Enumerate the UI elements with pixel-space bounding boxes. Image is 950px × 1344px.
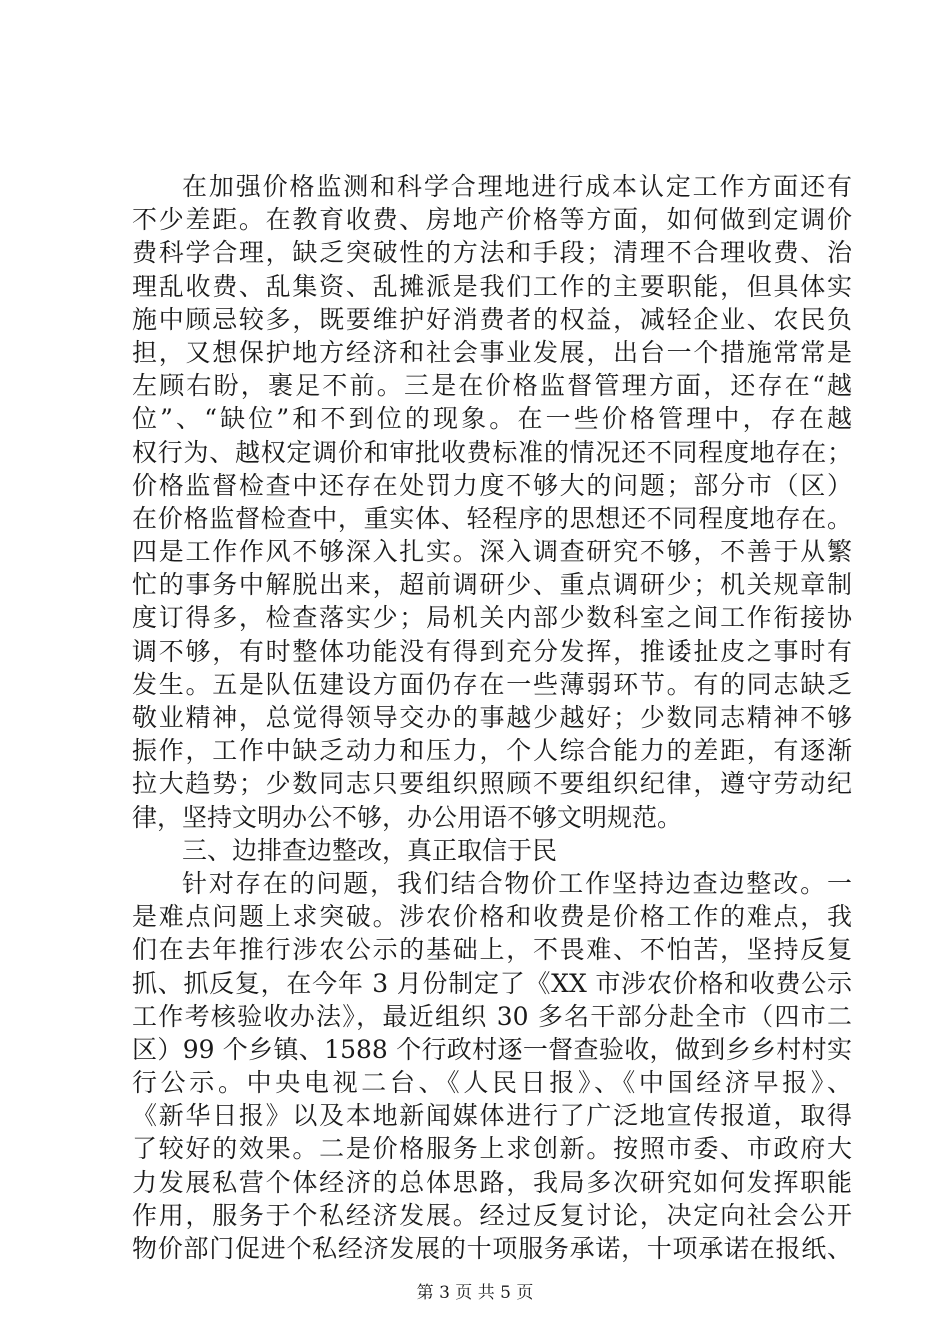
paragraph-line: 是难点问题上求突破。涉农价格和收费是价格工作的难点，我 (132, 902, 852, 932)
paragraph-line: 抓、抓反复，在今年 3 月份制定了《XX 市涉农价格和收费公示 (132, 968, 852, 998)
paragraph-line: 费科学合理，缺乏突破性的方法和手段；清理不合理收费、治 (132, 238, 852, 268)
paragraph-line: 度订得多，检查落实少；局机关内部少数科室之间工作衔接协 (132, 603, 852, 633)
paragraph-line: 左顾右盼，裹足不前。三是在价格监督管理方面，还存在“越 (132, 371, 852, 401)
paragraph-line: 不少差距。在教育收费、房地产价格等方面，如何做到定调价 (132, 205, 852, 235)
paragraph-line: 敬业精神，总觉得领导交办的事越少越好；少数同志精神不够 (132, 703, 852, 732)
paragraph-line: 在加强价格监测和科学合理地进行成本认定工作方面还有 (182, 172, 852, 201)
paragraph-line: 担，又想保护地方经济和社会事业发展，出台一个措施常常是 (132, 337, 852, 367)
paragraph-line: 物价部门促进个私经济发展的十项服务承诺，十项承诺在报纸、 (132, 1234, 852, 1263)
body-text (132, 170, 852, 1265)
paragraph-line: 律，坚持文明办公不够，办公用语不够文明规范。 (132, 802, 683, 832)
paragraph-line: 在价格监督检查中，重实体、轻程序的思想还不同程度地存在。 (132, 503, 852, 533)
paragraph-line: 四是工作作风不够深入扎实。深入调查研究不够，不善于从繁 (132, 537, 852, 567)
paragraph-line: 发生。五是队伍建设方面仍存在一些薄弱环节。有的同志缺乏 (132, 669, 852, 699)
paragraph-line: 振作，工作中缺乏动力和压力，个人综合能力的差距，有逐渐 (132, 736, 852, 766)
paragraph-line: 们在去年推行涉农公示的基础上，不畏难、不怕苦，坚持反复 (132, 935, 852, 965)
paragraph-line: 《新华日报》以及本地新闻媒体进行了广泛地宣传报道，取得 (132, 1101, 852, 1131)
paragraph-line: 价格监督检查中还存在处罚力度不够大的问题；部分市（区） (132, 470, 852, 500)
paragraph-line: 理乱收费、乱集资、乱摊派是我们工作的主要职能，但具体实 (132, 271, 852, 301)
paragraph-line: 针对存在的问题，我们结合物价工作坚持边查边整改。一 (182, 868, 852, 898)
paragraph-line: 作用，服务于个私经济发展。经过反复讨论，决定向社会公开 (132, 1200, 852, 1230)
paragraph-line: 施中顾忌较多，既要维护好消费者的权益，减轻企业、农民负 (132, 304, 852, 334)
paragraph-line: 调不够，有时整体功能没有得到充分发挥，推诿扯皮之事时有 (132, 636, 852, 666)
paragraph-line: 权行为、越权定调价和审批收费标准的情况还不同程度地存在； (132, 437, 852, 467)
paragraph-line: 力发展私营个体经济的总体思路，我局多次研究如何发挥职能 (132, 1167, 852, 1197)
paragraph-line: 忙的事务中解脱出来，超前调研少、重点调研少；机关规章制 (132, 570, 852, 600)
section-heading: 三、边排查边整改，真正取信于民 (182, 835, 558, 865)
paragraph-line: 拉大趋势；少数同志只要组织照顾不要组织纪律，遵守劳动纪 (132, 769, 852, 799)
paragraph-line: 工作考核验收办法》，最近组织 30 多名干部分赴全市（四市二 (132, 1001, 852, 1031)
paragraph-line: 区）99 个乡镇、1588 个行政村逐一督查验收，做到乡乡村村实 (132, 1034, 852, 1064)
page-footer: 第 3 页 共 5 页 (416, 1283, 534, 1303)
paragraph-line: 行公示。中央电视二台、《人民日报》、《中国经济早报》、 (132, 1068, 852, 1098)
paragraph-line: 位”、“缺位”和不到位的现象。在一些价格管理中，存在越 (132, 404, 852, 434)
paragraph-line: 了较好的效果。二是价格服务上求创新。按照市委、市政府大 (132, 1134, 852, 1164)
